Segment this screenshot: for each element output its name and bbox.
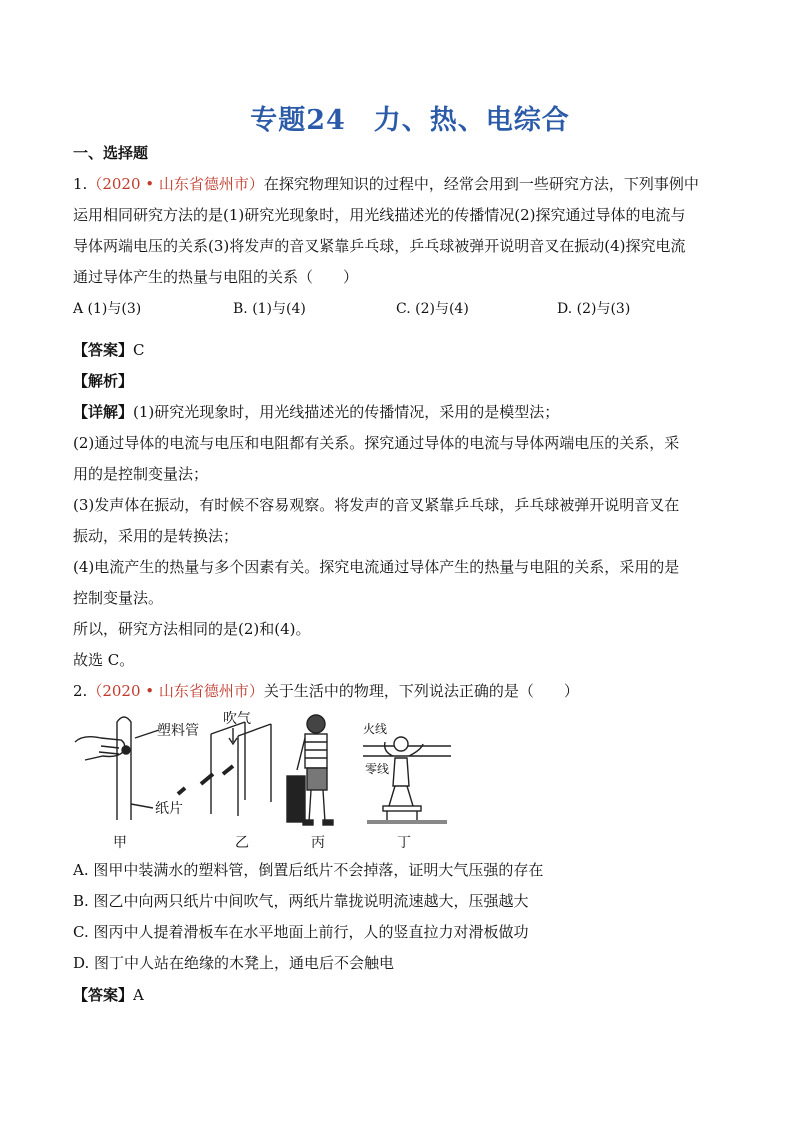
figure-ding-drawing <box>363 737 451 822</box>
q2-option-d: D. 图丁中人站在绝缘的木凳上，通电后不会触电 <box>73 954 395 972</box>
q1-detail-4: (3)发声体在振动，有时候不容易观察。将发声的音叉紧靠乒乓球，乒乓球被弹开说明音叉在 <box>73 496 680 514</box>
label-live-wire: 火线 <box>363 722 388 736</box>
page-title: 专题24 力、热、电综合 <box>250 105 570 136</box>
q2-answer-label: 【答案】 <box>73 986 134 1004</box>
q1-line-1 <box>73 174 699 194</box>
q1-detail-9: 故选 C。 <box>73 651 135 669</box>
q1-detail-1 <box>73 402 559 422</box>
q1-option-d: D. (2)与(3) <box>557 301 631 317</box>
label-paper: 纸片 <box>155 801 183 817</box>
q2-number: 2. <box>73 682 88 700</box>
label-neutral-wire: 零线 <box>365 762 390 776</box>
q1-source: （2020 • 山东省德州市） <box>87 175 264 193</box>
label-bing: 丙 <box>311 835 325 851</box>
q1-stem-3: 导体两端电压的关系(3)将发声的音叉紧靠乒乓球，乒乓球被弹开说明音叉在振动(4)探究电流 <box>73 237 686 255</box>
q2-option-c: C. 图丙中人提着滑板车在水平地面上前行，人的竖直拉力对滑板做功 <box>73 923 529 941</box>
figure-bing-drawing <box>287 715 333 825</box>
q1-stem-1: 在探究物理知识的过程中，经常会用到一些研究方法，下列事例中 <box>263 175 699 193</box>
q1-analysis-label: 【解析】 <box>73 372 134 390</box>
q2-option-b: B. 图乙中向两只纸片中间吹气，两纸片靠拢说明流速越大，压强越大 <box>73 892 529 910</box>
figure-jia-drawing <box>75 717 159 820</box>
q2-answer <box>73 985 144 1005</box>
q2-option-a: A. 图甲中装满水的塑料管，倒置后纸片不会掉落，证明大气压强的存在 <box>73 861 544 879</box>
q1-detail-8: 所以，研究方法相同的是(2)和(4)。 <box>73 620 311 638</box>
q2-source: （2020 • 山东省德州市） <box>87 682 264 700</box>
q2-figure <box>73 712 453 854</box>
q2-line-1 <box>73 681 579 701</box>
q2-answer-value: A <box>133 986 144 1004</box>
q1-detail-6: (4)电流产生的热量与多个因素有关。探究电流通过导体产生的热量与电阻的关系，采用的是 <box>73 558 680 576</box>
label-yi: 乙 <box>235 835 249 851</box>
q1-detail-7: 控制变量法。 <box>73 589 164 607</box>
q1-detail-text-1: (1)研究光现象时，用光线描述光的传播情况，采用的是模型法； <box>133 403 560 421</box>
q1-detail-label: 【详解】 <box>73 403 134 421</box>
q2-stem: 关于生活中的物理，下列说法正确的是（ ） <box>263 682 579 700</box>
q1-stem-2: 运用相同研究方法的是(1)研究光现象时，用光线描述光的传播情况(2)探究通过导体的电流与 <box>73 206 686 224</box>
q1-detail-3: 用的是控制变量法； <box>73 465 209 483</box>
q1-option-c: C. (2)与(4) <box>396 301 469 317</box>
q1-answer <box>73 340 145 360</box>
label-blow: 吹气 <box>223 711 251 727</box>
q1-stem-4: 通过导体产生的热量与电阻的关系（ ） <box>73 268 359 286</box>
q1-detail-2: (2)通过导体的电流与电压和电阻都有关系。探究通过导体的电流与导体两端电压的关系，采 <box>73 434 680 452</box>
q1-answer-label: 【答案】 <box>73 341 134 359</box>
q1-number: 1. <box>73 175 88 193</box>
q1-option-b: B. (1)与(4) <box>233 301 306 317</box>
label-tube: 塑料管 <box>157 723 199 739</box>
label-ding: 丁 <box>397 835 411 851</box>
q2-figure-drawing <box>73 712 453 854</box>
q1-detail-5: 振动，采用的是转换法； <box>73 527 239 545</box>
q1-option-a: A (1)与(3) <box>73 301 142 317</box>
label-jia: 甲 <box>113 835 127 851</box>
section-heading: 一、选择题 <box>73 144 149 162</box>
q1-answer-value: C <box>133 341 145 359</box>
